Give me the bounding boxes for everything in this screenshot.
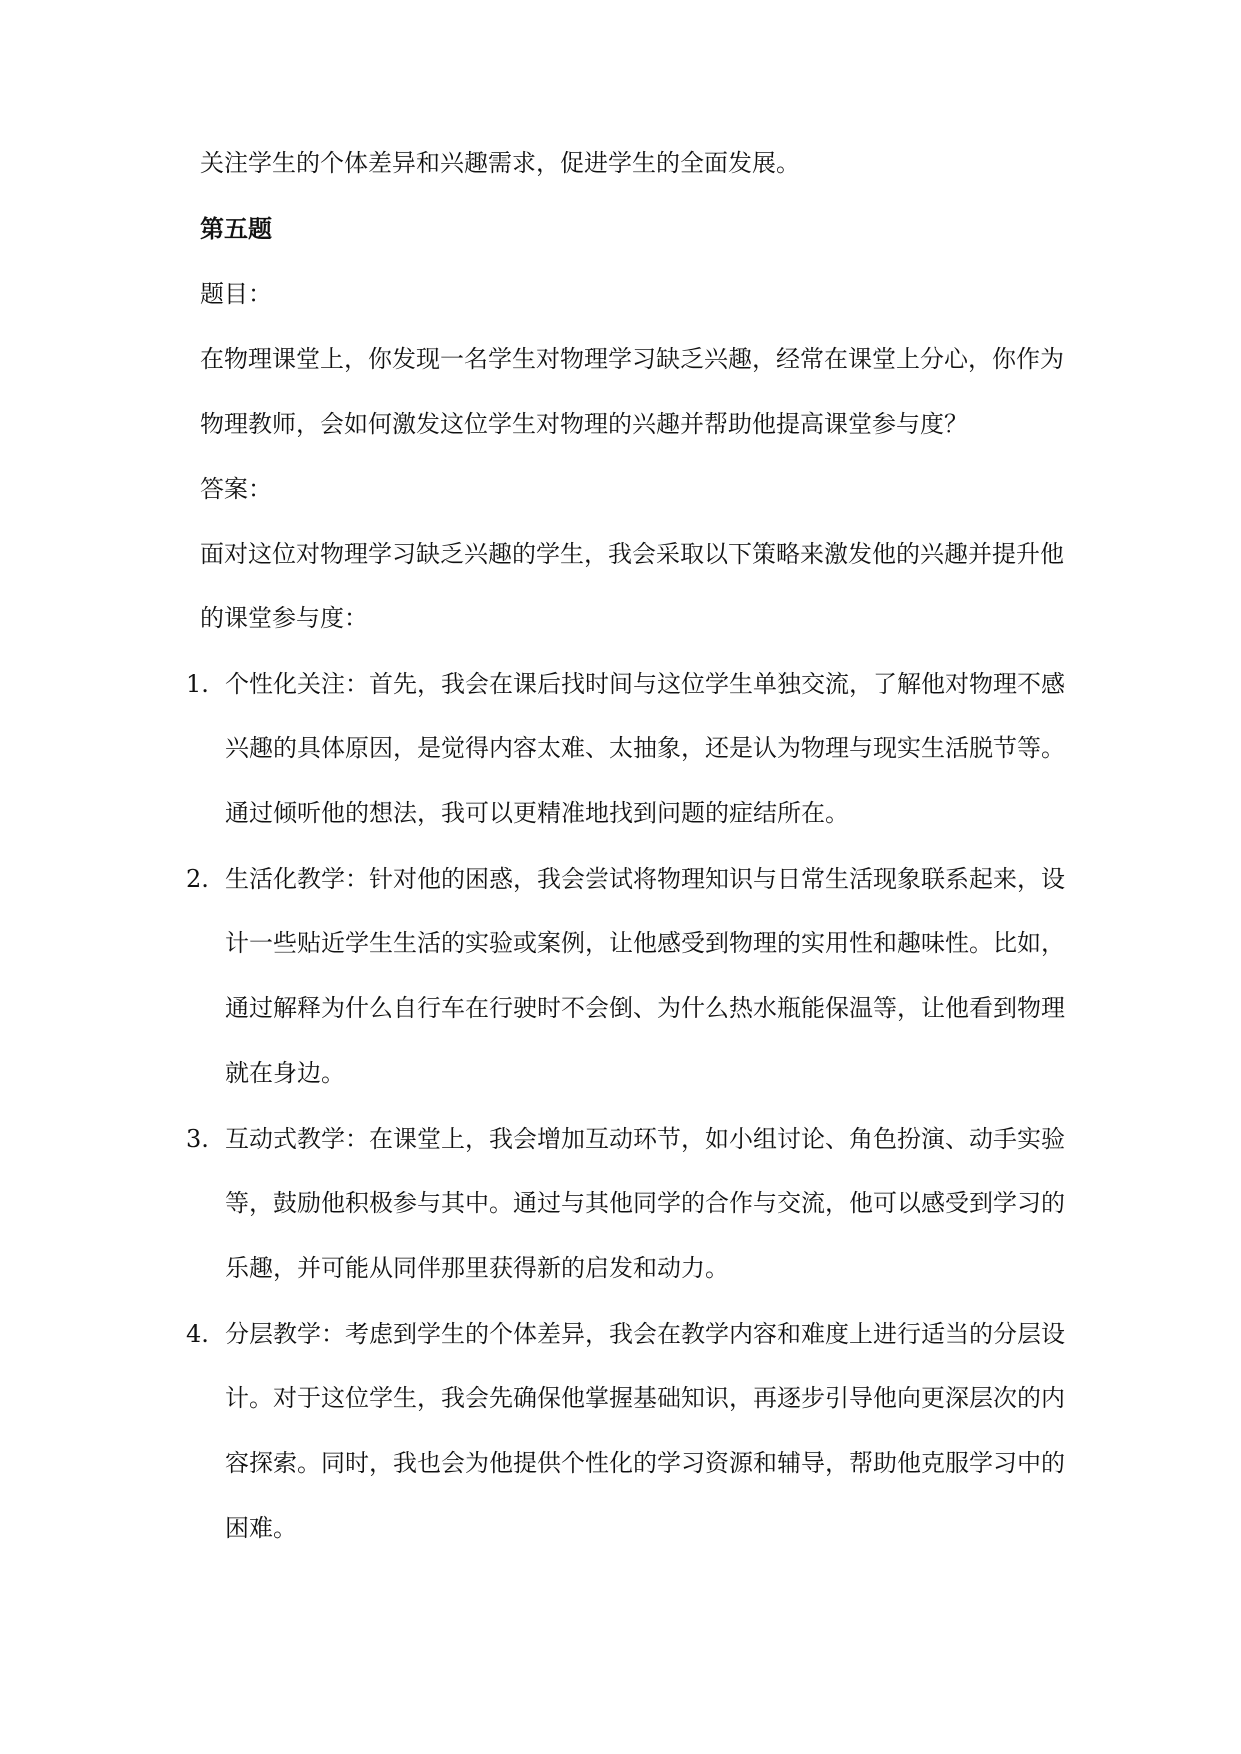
list-item-line: 生活化教学：针对他的困惑，我会尝试将物理知识与日常生活现象联系起来，设 bbox=[225, 865, 1065, 893]
section-title: 第五题 bbox=[200, 214, 272, 243]
list-item-line: 兴趣的具体原因，是觉得内容太难、太抽象，还是认为物理与现实生活脱节等。 bbox=[225, 734, 1065, 762]
list-item-number: 3. bbox=[186, 1125, 209, 1153]
answer-intro-line: 面对这位对物理学习缺乏兴趣的学生，我会采取以下策略来激发他的兴趣并提升他 bbox=[200, 540, 1064, 568]
list-item-line: 通过倾听他的想法，我可以更精准地找到问题的症结所在。 bbox=[225, 799, 849, 827]
list-item-line: 乐趣，并可能从同伴那里获得新的启发和动力。 bbox=[225, 1254, 729, 1282]
list-item-line: 等，鼓励他积极参与其中。通过与其他同学的合作与交流，他可以感受到学习的 bbox=[225, 1189, 1065, 1217]
list-item-line: 个性化关注：首先，我会在课后找时间与这位学生单独交流，了解他对物理不感 bbox=[225, 670, 1065, 698]
question-line: 在物理课堂上，你发现一名学生对物理学习缺乏兴趣，经常在课堂上分心，你作为 bbox=[200, 345, 1064, 373]
list-item-line: 容探索。同时，我也会为他提供个性化的学习资源和辅导，帮助他克服学习中的 bbox=[225, 1449, 1065, 1477]
list-item-number: 4. bbox=[186, 1320, 209, 1348]
list-item-line: 互动式教学：在课堂上，我会增加互动环节，如小组讨论、角色扮演、动手实验 bbox=[225, 1125, 1065, 1153]
list-item-line: 计。对于这位学生，我会先确保他掌握基础知识，再逐步引导他向更深层次的内 bbox=[225, 1384, 1065, 1412]
list-item-line: 通过解释为什么自行车在行驶时不会倒、为什么热水瓶能保温等，让他看到物理 bbox=[225, 994, 1065, 1022]
list-item-number: 2. bbox=[186, 865, 209, 893]
answer-intro-line: 的课堂参与度： bbox=[200, 604, 368, 632]
list-item-line: 就在身边。 bbox=[225, 1059, 345, 1087]
list-item-number: 1. bbox=[186, 670, 209, 698]
list-item-line: 计一些贴近学生生活的实验或案例，让他感受到物理的实用性和趣味性。比如， bbox=[225, 929, 1065, 957]
list-item-line: 分层教学：考虑到学生的个体差异，我会在教学内容和难度上进行适当的分层设 bbox=[225, 1320, 1065, 1348]
intro-line: 关注学生的个体差异和兴趣需求，促进学生的全面发展。 bbox=[200, 149, 800, 177]
question-line: 物理教师，会如何激发这位学生对物理的兴趣并帮助他提高课堂参与度？ bbox=[200, 410, 968, 438]
answer-label: 答案： bbox=[200, 475, 272, 503]
question-label: 题目： bbox=[200, 280, 272, 308]
list-item-line: 困难。 bbox=[225, 1514, 297, 1542]
